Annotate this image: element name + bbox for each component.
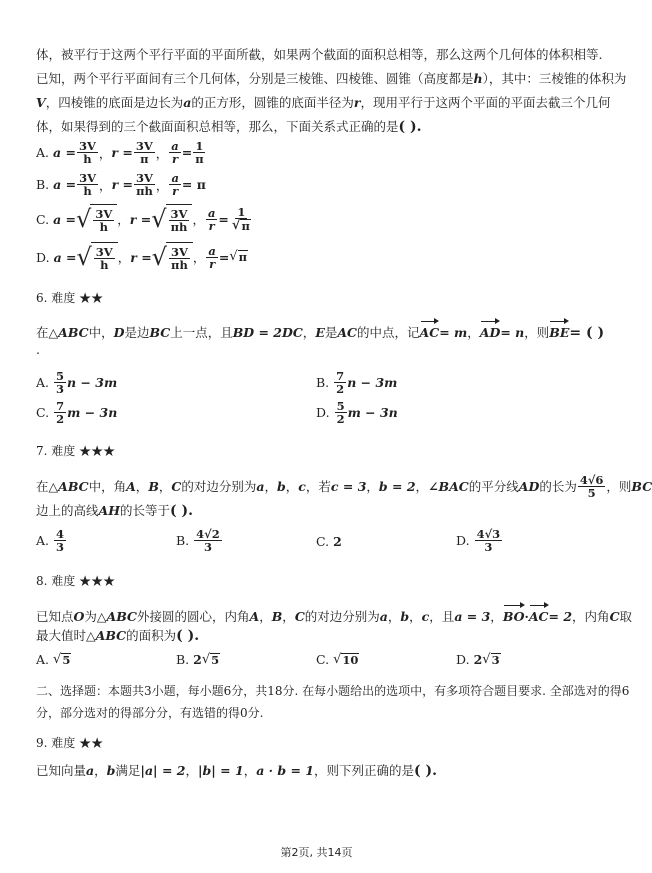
q7-stem-line2: 边上的高线AH的长等于( ). [36, 503, 194, 519]
q7-stem: 在 △ABC 中，角 A ， B ， C 的对边分别为 a ， b ， c ，若 c = 3 ， b = 2 ， ∠BAC 的平分线 AD 的长为 $\frac{4√6}{5}$ ，则 BC [36, 473, 652, 500]
q7-option-d[interactable]: D. $\frac{4√3}{3}$ [456, 527, 501, 554]
q6-stem: 在△ABC中，D是边BC上一点，且BD = 2DC，E是AC的中点，记AC= m，AD= n，则BE= ( ) [36, 319, 604, 342]
q7-option-c[interactable]: C. 2 [316, 534, 342, 549]
section2-line1: 二、选择题：本题共3小题，每小题6分，共18分. 在每小题给出的选项中，有多项符合题目要求. 全部选对的得6 [36, 684, 630, 698]
q8-title: 8. 难度 ★★★ [36, 574, 116, 588]
q8-option-c[interactable]: C. √ 10 [316, 651, 359, 667]
q8-stem-line2: 最大值时△ABC的面积为( ). [36, 628, 200, 644]
q9-stem: 已知向量a，b满足|a| = 2，|b| = 1，a · b = 1，则下列正确的是( ). [36, 763, 438, 779]
section2-line2: 分，部分选对的得部分分，有选错的得0分. [36, 706, 264, 720]
q6-option-a[interactable]: A. $\frac{5}{3}$ n − 3m [36, 369, 118, 396]
q5-option-b[interactable]: B. a = $\frac{3V}{h}$ ， r = $\frac{3V}{\pi h}$ ， $\frac{a}{r}$ = π [36, 171, 206, 198]
q5-option-c[interactable]: C. a = √ $\frac{3V}{h}$ ， r = √ $\frac{3V}{\pi h}$ ， $\frac{a}{r}$ = 1 √ π [36, 204, 250, 234]
q7-option-a[interactable]: A. $\frac{4}{3}$ [36, 527, 65, 554]
q6-dot: . [36, 342, 40, 357]
q8-option-a[interactable]: A. √ 5 [36, 651, 71, 667]
q5-line3: V，四棱锥的底面是边长为a的正方形，圆锥的底面半径为r，现用平行于这两个平面的平面去截三个几何 [36, 95, 611, 110]
q7-option-b[interactable]: B. $\frac{4√2}{3}$ [176, 527, 220, 554]
q8-option-d[interactable]: D. 2 √ 3 [456, 651, 500, 667]
q5-option-d[interactable]: D. a = √ $\frac{3V}{h}$ ， r = √ $\frac{3V}{\pi h}$ ， $\frac{a}{r}$ = √ π [36, 243, 248, 272]
q8-option-b[interactable]: B. 2 √ 5 [176, 651, 220, 667]
q7-title: 7. 难度 ★★★ [36, 444, 116, 458]
q6-title: 6. 难度 ★★ [36, 291, 104, 305]
page-footer: 第2页, 共14页 [280, 846, 353, 859]
q6-option-c[interactable]: C. $\frac{7}{2}$ m − 3n [36, 399, 118, 426]
q9-title: 9. 难度 ★★ [36, 736, 104, 750]
q5-line4: 体，如果得到的三个截面面积总相等，那么，下面关系式正确的是( ). [36, 119, 422, 135]
q5-option-a[interactable]: A. a = $\frac{3V}{h}$ ， r = $\frac{3V}{\pi}$ ， $\frac{a}{r}$ = $\frac{1}{\pi}$ [36, 139, 204, 166]
q8-stem: 已知点O为△ABC外接圆的圆心，内角A，B，C的对边分别为a，b，c，且a = 3，BO·AC= 2，内角C取 [36, 603, 632, 626]
q6-option-d[interactable]: D. $\frac{5}{2}$ m − 3n [316, 399, 398, 426]
q5-line1: 体，被平行于这两个平行平面的平面所截，如果两个截面的面积总相等，那么这两个几何体的体积相等. [36, 47, 603, 62]
q6-option-b[interactable]: B. $\frac{7}{2}$ n − 3m [316, 369, 398, 396]
q5-line2: 已知，两个平行平面间有三个几何体，分别是三棱锥、四棱锥、圆锥（高度都是h），其中：三棱锥的体积为 [36, 71, 627, 86]
